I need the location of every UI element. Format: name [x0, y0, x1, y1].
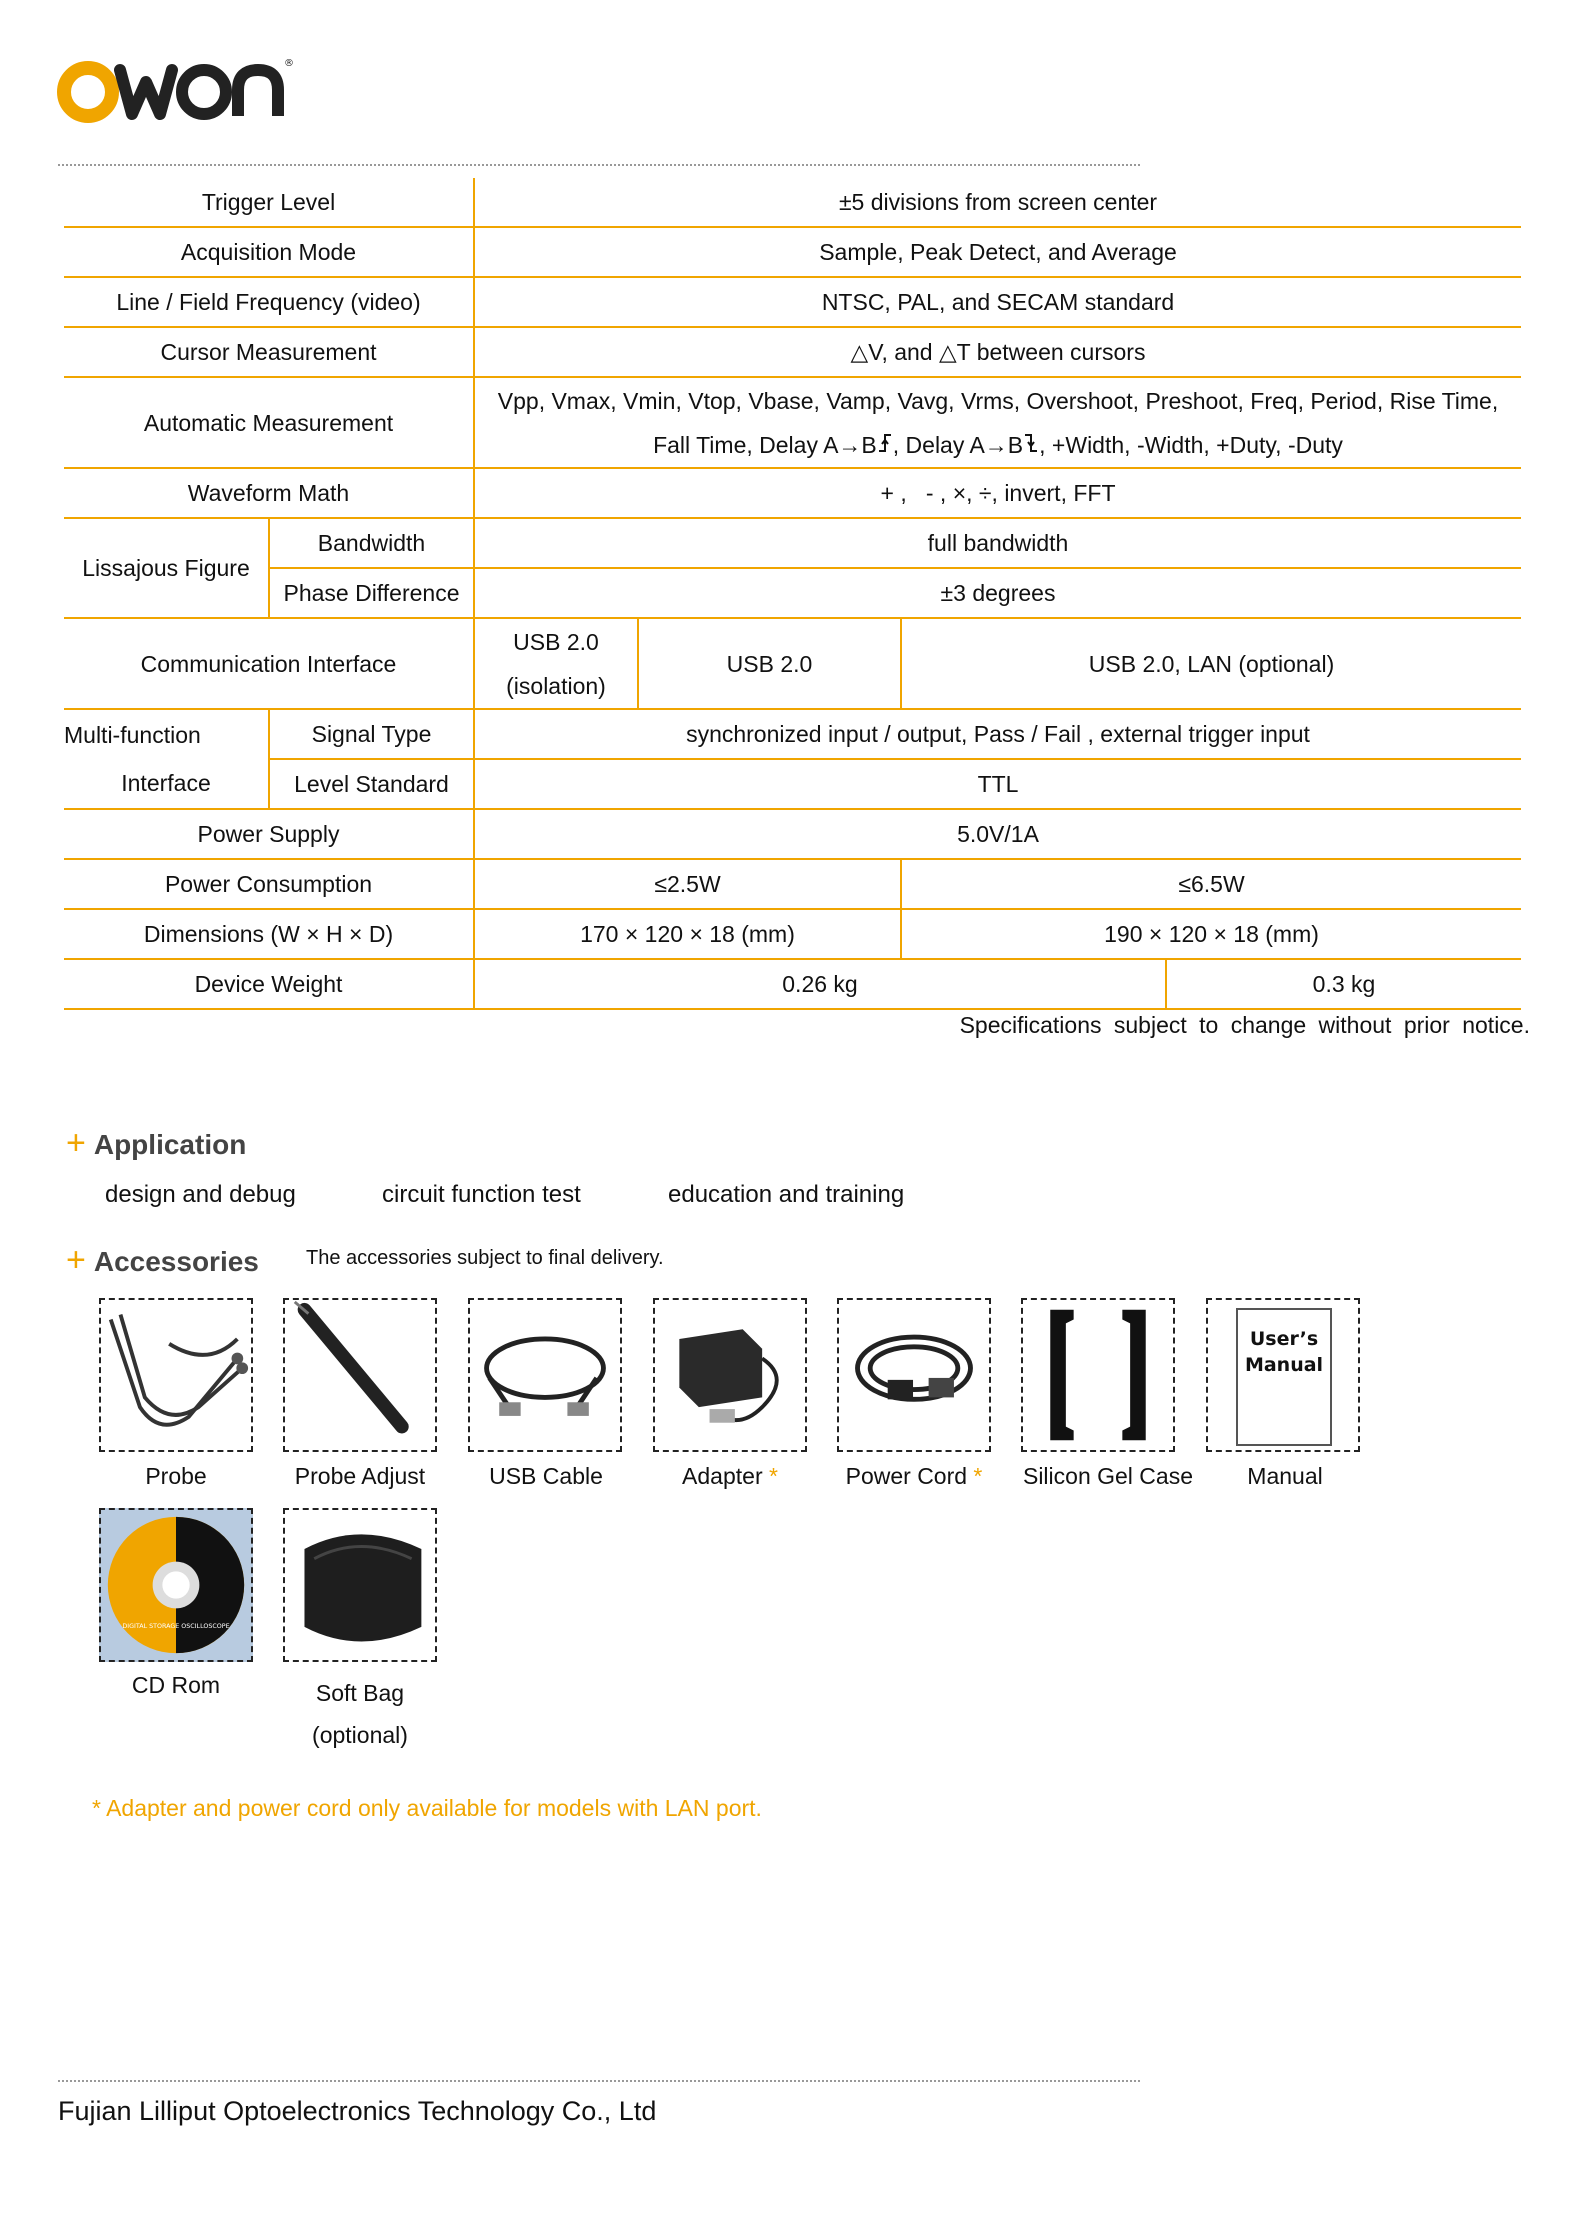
accessory-label: USB Cable [489, 1463, 603, 1489]
accessories-footnote: * Adapter and power cord only available for models with LAN port. [92, 1795, 762, 1821]
spec-value: 0.3 kg [1166, 959, 1521, 1009]
application-heading [66, 1124, 246, 1163]
table-row [64, 909, 1521, 959]
spec-value: Sample, Peak Detect, and Average [474, 227, 1521, 277]
spec-value: 5.0V/1A [474, 809, 1521, 859]
accessory-label: CD Rom [131, 1672, 221, 1698]
auto-measure-line2 [475, 423, 1521, 467]
spec-value: + , - , ×, ÷, invert, FFT [474, 468, 1521, 518]
auto-measure-part: , Delay A→B [892, 431, 1024, 458]
table-row [64, 809, 1521, 859]
registered-mark: ® [284, 58, 294, 69]
section-title: Accessories [93, 1246, 259, 1277]
spec-label: Automatic Measurement [64, 377, 474, 468]
spec-label [64, 709, 269, 809]
accessory-label: Manual [1247, 1463, 1323, 1489]
cd-label-text: DIGITAL STORAGE OSCILLOSCOPE [122, 1622, 230, 1630]
spec-value: TTL [474, 759, 1521, 809]
table-row [64, 377, 1521, 468]
spec-value: ≤2.5W [474, 859, 901, 909]
spec-table [64, 178, 1521, 1010]
multi-label-line: Multi-function [64, 722, 201, 748]
table-row [64, 327, 1521, 377]
plus-icon: + [66, 1124, 86, 1162]
auto-measure-part: Fall Time, Delay A→B [653, 431, 877, 458]
soft-bag-image [283, 1508, 437, 1662]
comm-value-line: (isolation) [506, 672, 606, 699]
spec-label: Trigger Level [64, 178, 474, 227]
auto-measure-part: , +Width, -Width, +Duty, -Duty [1039, 431, 1343, 458]
spec-label: Lissajous Figure [64, 518, 269, 618]
spec-label: Cursor Measurement [64, 327, 474, 377]
accessory-label: Silicon Gel Case [1022, 1463, 1194, 1489]
spec-notice: Specifications subject to change without prior notice. [959, 1012, 1530, 1038]
application-item: design and debug [105, 1181, 296, 1208]
auto-measure-line1: Vpp, Vmax, Vmin, Vtop, Vbase, Vamp, Vavg, Vrms, Overshoot, Preshoot, Freq, Period, Rise Time, [497, 387, 1499, 414]
table-row [64, 518, 1521, 568]
accessory-label-text: Power Cord [845, 1463, 968, 1489]
spec-sublabel: Phase Difference [269, 568, 474, 618]
spec-label: Dimensions (W × H × D) [64, 909, 474, 959]
table-row [64, 178, 1521, 227]
spec-sublabel: Level Standard [269, 759, 474, 809]
manual-cover-line: User’s [1249, 1328, 1319, 1350]
accessories-note: The accessories subject to final delivery. [306, 1247, 664, 1269]
power-cord-image [837, 1298, 991, 1452]
comm-value-line: USB 2.0 [513, 628, 599, 655]
manual-cover-line: Manual [1244, 1354, 1324, 1376]
rising-edge-icon [877, 432, 893, 458]
falling-edge-icon [1023, 432, 1039, 458]
spec-value: 190 × 120 × 18 (mm) [901, 909, 1521, 959]
spec-value: 0.26 kg [474, 959, 1166, 1009]
manual-image [1206, 1298, 1360, 1452]
spec-label: Device Weight [64, 959, 474, 1009]
asterisk: * [762, 1463, 778, 1489]
accessory-label-text: (optional) [312, 1722, 408, 1748]
spec-value: NTSC, PAL, and SECAM standard [474, 277, 1521, 327]
accessory-label: Probe Adjust [294, 1463, 426, 1489]
probe-adjust-image [283, 1298, 437, 1452]
application-item: circuit function test [382, 1181, 581, 1208]
spec-value: full bandwidth [474, 518, 1521, 568]
multi-label-line: Interface [121, 770, 211, 796]
spec-value: 170 × 120 × 18 (mm) [474, 909, 901, 959]
spec-value [474, 377, 1521, 468]
spec-label: Power Supply [64, 809, 474, 859]
silicon-gel-case-image [1021, 1298, 1175, 1452]
accessory-label [814, 1463, 1014, 1490]
spec-label: Acquisition Mode [64, 227, 474, 277]
spec-label: Power Consumption [64, 859, 474, 909]
table-row [64, 618, 1521, 709]
spec-value: ±5 divisions from screen center [474, 178, 1521, 227]
accessory-label-text: Soft Bag [315, 1680, 405, 1706]
probe-image [99, 1298, 253, 1452]
section-title: Application [93, 1129, 247, 1160]
adapter-image [653, 1298, 807, 1452]
spec-value: ≤6.5W [901, 859, 1521, 909]
plus-icon: + [66, 1241, 86, 1279]
table-row [64, 859, 1521, 909]
accessory-label: Probe [145, 1463, 207, 1489]
usb-cable-image [468, 1298, 622, 1452]
spec-label: Line / Field Frequency (video) [64, 277, 474, 327]
owon-logo [54, 52, 294, 124]
spec-value: △V, and △T between cursors [474, 327, 1521, 377]
spec-sublabel: Bandwidth [269, 518, 474, 568]
table-row [64, 468, 1521, 518]
table-row [64, 709, 1521, 759]
table-row [64, 277, 1521, 327]
footer-divider [58, 2080, 1140, 2082]
spec-sublabel: Signal Type [269, 709, 474, 759]
spec-value: synchronized input / output, Pass / Fail , external trigger input [474, 709, 1521, 759]
spec-label: Communication Interface [64, 618, 474, 709]
table-row [64, 959, 1521, 1009]
accessories-heading [66, 1241, 259, 1280]
table-row [64, 568, 1521, 618]
table-row [64, 759, 1521, 809]
spec-value: ±3 degrees [474, 568, 1521, 618]
application-item: education and training [668, 1181, 905, 1208]
accessory-label-text: Adapter [682, 1463, 763, 1489]
spec-value: USB 2.0, LAN (optional) [901, 618, 1521, 709]
cd-rom-image [99, 1508, 253, 1662]
header-divider [58, 164, 1140, 166]
spec-value [474, 618, 638, 709]
accessory-label [260, 1672, 460, 1756]
company-name: Fujian Lilliput Optoelectronics Technology Co., Ltd [58, 2096, 657, 2126]
table-row [64, 227, 1521, 277]
spec-value: USB 2.0 [638, 618, 901, 709]
asterisk: * [967, 1463, 983, 1489]
spec-label: Waveform Math [64, 468, 474, 518]
accessory-label [630, 1463, 830, 1490]
